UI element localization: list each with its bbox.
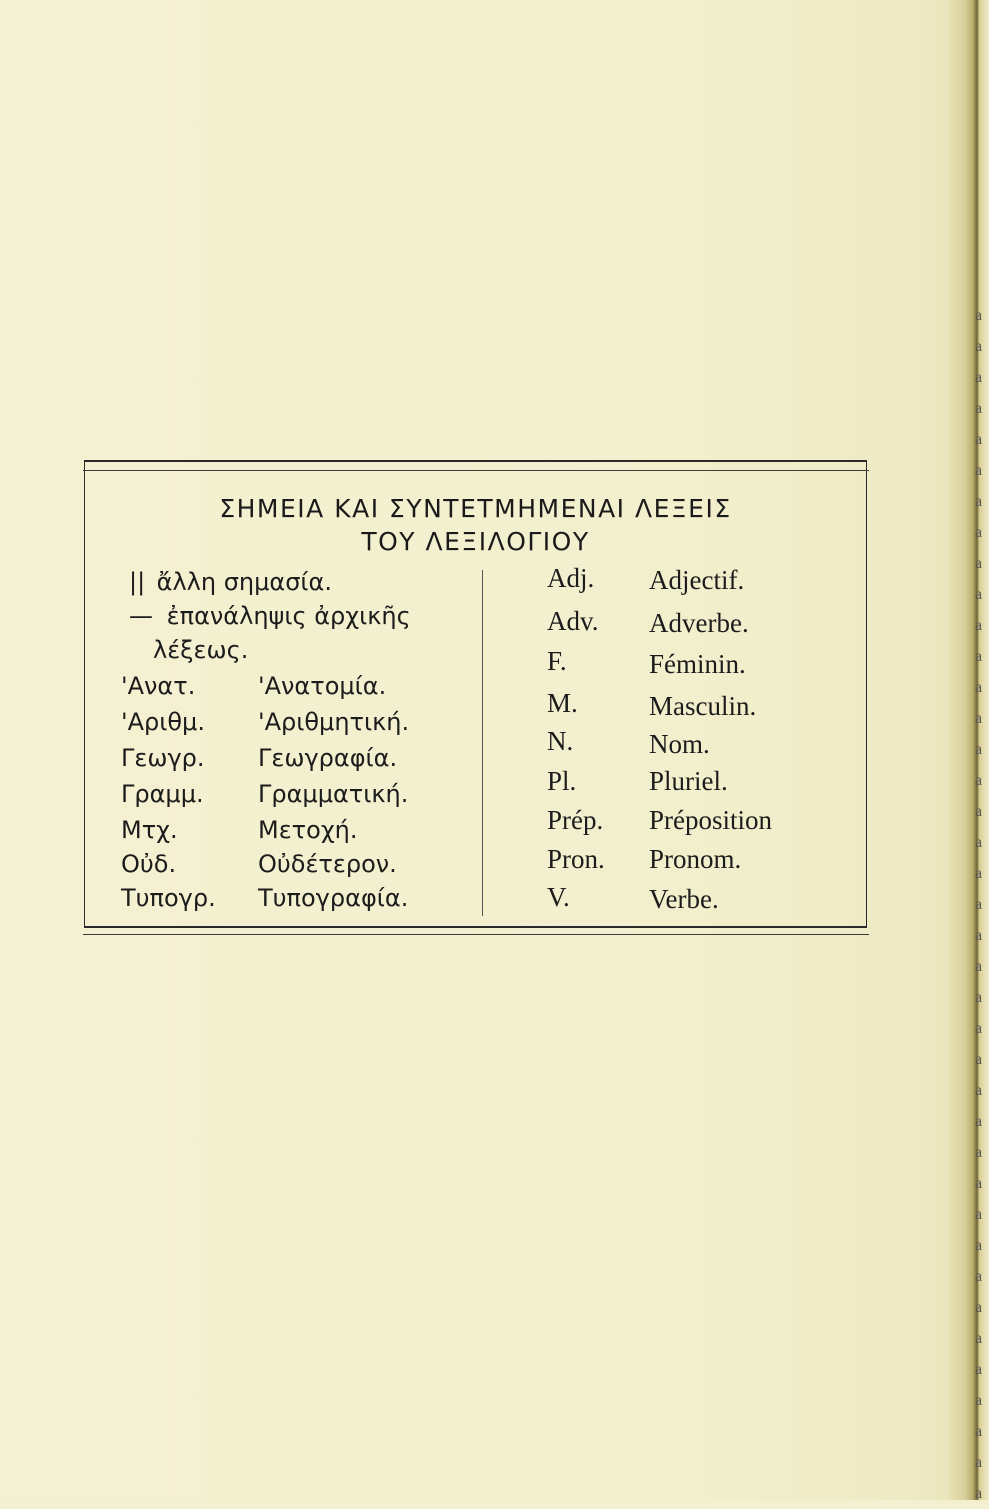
french-abbr: F.: [547, 646, 567, 676]
box-top-rule: [83, 470, 869, 471]
french-full: Pronom.: [649, 844, 742, 874]
greek-full: Τυπογραφία.: [258, 884, 409, 912]
note-symbol: —: [129, 602, 153, 630]
french-abbr: Adv.: [547, 606, 599, 636]
note-text: ἄλλη σημασία.: [156, 568, 332, 596]
greek-full: 'Αριθμητική.: [258, 708, 410, 736]
french-abbr: V.: [547, 882, 570, 912]
note-row: [153, 636, 248, 664]
greek-abbr: 'Ανατ.: [121, 672, 196, 700]
note-text: ἐπανάληψις ἀρχικῆς: [166, 602, 411, 630]
french-full: Préposition: [649, 805, 773, 835]
french-full: Verbe.: [649, 884, 719, 914]
french-full: Pluriel.: [649, 766, 728, 796]
note-row: [129, 602, 411, 630]
greek-full: Οὐδέτερον.: [258, 850, 397, 878]
french-abbr: Adj.: [547, 563, 595, 593]
greek-full: 'Ανατομία.: [258, 672, 387, 700]
greek-abbr: Γραμμ.: [121, 780, 204, 808]
greek-abbr: Γεωγρ.: [121, 744, 205, 772]
french-abbr: N.: [547, 726, 574, 756]
french-abbr: Pron.: [547, 844, 605, 874]
french-full: Adjectif.: [649, 565, 745, 595]
note-symbol: ||: [129, 568, 146, 596]
greek-full: Γεωγραφία.: [258, 744, 398, 772]
french-abbr: Prép.: [547, 805, 604, 835]
french-full: Féminin.: [649, 649, 746, 679]
greek-full: Μετοχή.: [258, 816, 358, 844]
box-title-line1: ΣΗΜΕΙΑ ΚΑΙ ΣΥΝΤΕΤΜΗΜΕΝΑΙ ΛΕΞΕΙΣ: [219, 494, 732, 523]
adjacent-page-edge-text: a a a a a a a a a a a a a a a a a a a a a a a a a a a a a a a a a a a a a a a: [975, 307, 983, 1502]
column-divider: [482, 570, 483, 916]
box-bottom-rule: [83, 934, 869, 935]
greek-abbr: Οὐδ.: [121, 850, 177, 878]
note-row: [129, 568, 332, 596]
box-title-line2: ΤΟΥ ΛΕΞΙΛΟΓΙΟΥ: [361, 527, 590, 556]
french-full: Masculin.: [649, 691, 757, 721]
french-full: Nom.: [649, 729, 710, 759]
abbreviations-box: [84, 460, 867, 928]
greek-abbr: 'Αριθμ.: [121, 708, 205, 736]
greek-full: Γραμματική.: [258, 780, 409, 808]
note-text: λέξεως.: [153, 636, 249, 664]
greek-abbr: Μτχ.: [121, 816, 178, 844]
french-abbr: Pl.: [547, 766, 577, 796]
greek-abbr: Τυπογρ.: [121, 884, 216, 912]
french-full: Adverbe.: [649, 608, 749, 638]
french-abbr: M.: [547, 688, 578, 718]
